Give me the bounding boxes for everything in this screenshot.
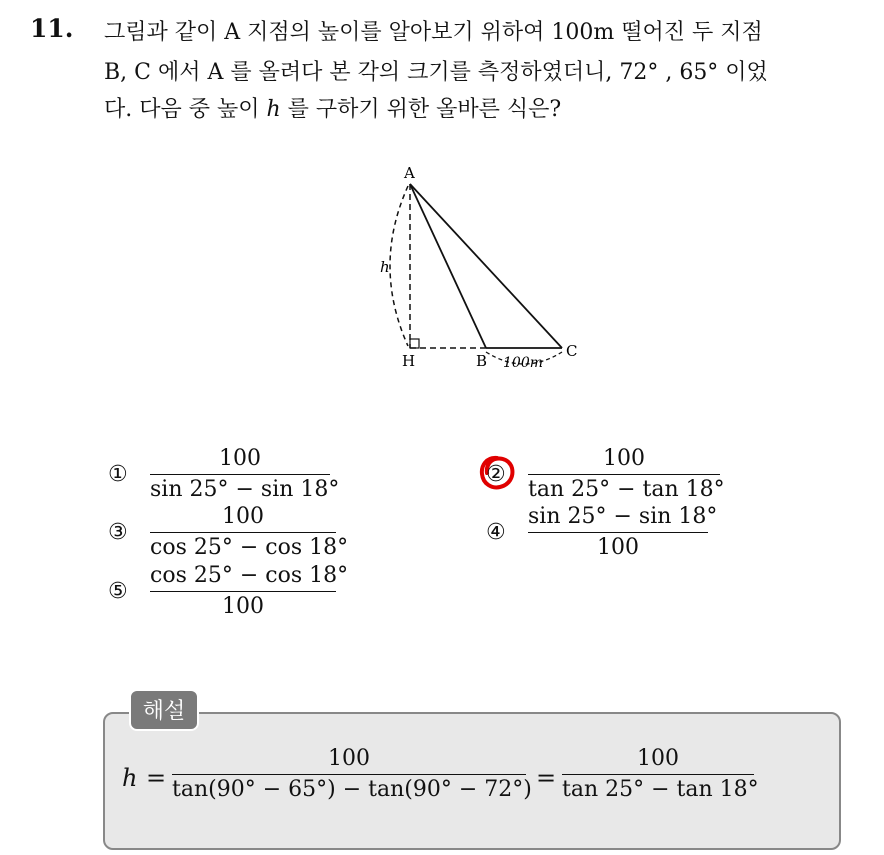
option-3-numerator: 100: [222, 504, 264, 529]
option-5-numerator: cos 25° − cos 18°: [150, 563, 349, 588]
option-2-denominator: tan 25° − tan 18°: [528, 477, 725, 502]
option-1-denominator: sin 25° − sin 18°: [150, 477, 340, 502]
question-number: 11.: [30, 14, 74, 43]
label-H: H: [402, 352, 416, 370]
triangle-figure: [350, 160, 610, 380]
question-text-line-2: B, C 에서 A 를 올려다 본 각의 크기를 측정하였더니, 72° , 65° 이었: [104, 60, 768, 85]
height-variable: h: [266, 97, 281, 122]
option-2-fraction[interactable]: [528, 444, 725, 505]
solution-equals-2: =: [536, 764, 557, 792]
solution-equals-1: =: [146, 764, 167, 792]
height-brace: [390, 186, 408, 346]
option-4-fraction[interactable]: [528, 502, 718, 563]
solution-fraction-1-denominator: tan(90° − 65°) − tan(90° − 72°): [172, 777, 532, 802]
option-2-numerator: 100: [603, 446, 645, 471]
label-distance: 100m: [503, 355, 543, 371]
question-text-pre: 다. 다음 중 높이: [104, 97, 267, 122]
option-3-denominator: cos 25° − cos 18°: [150, 535, 349, 560]
option-2-mark[interactable]: ②: [486, 462, 506, 487]
option-3-fraction[interactable]: [150, 502, 349, 563]
option-3-mark[interactable]: ③: [108, 520, 128, 545]
segment-AC: [410, 184, 562, 348]
solution-fraction-2-denominator: tan 25° − tan 18°: [562, 777, 759, 802]
label-C: C: [566, 342, 578, 360]
solution-fraction-1-numerator: 100: [328, 746, 370, 771]
option-1-fraction[interactable]: [150, 444, 340, 505]
option-5-fraction[interactable]: [150, 561, 349, 622]
solution-fraction-2-numerator: 100: [637, 746, 679, 771]
option-1-numerator: 100: [219, 446, 261, 471]
question-text-line-1: 그림과 같이 A 지점의 높이를 알아보기 위하여 100m 떨어진 두 지점: [104, 20, 763, 45]
right-angle-mark: [410, 339, 419, 348]
label-A: A: [404, 164, 415, 182]
option-5-mark[interactable]: ⑤: [108, 579, 128, 604]
solution-fraction-2: [562, 744, 759, 805]
label-h: h: [380, 258, 390, 276]
option-4-mark[interactable]: ④: [486, 520, 506, 545]
solution-lhs: h: [122, 764, 138, 792]
option-5-denominator: 100: [222, 594, 264, 619]
option-4-numerator: sin 25° − sin 18°: [528, 504, 718, 529]
solution-tag: 해설: [129, 689, 199, 731]
option-4-denominator: 100: [597, 535, 639, 560]
segment-AB: [410, 184, 486, 348]
option-1-mark[interactable]: ①: [108, 462, 128, 487]
solution-fraction-1: [172, 744, 532, 805]
question-text-post: 를 구하기 위한 올바른 식은?: [280, 97, 562, 122]
question-text-line-3: [104, 92, 561, 123]
label-B: B: [476, 352, 488, 370]
